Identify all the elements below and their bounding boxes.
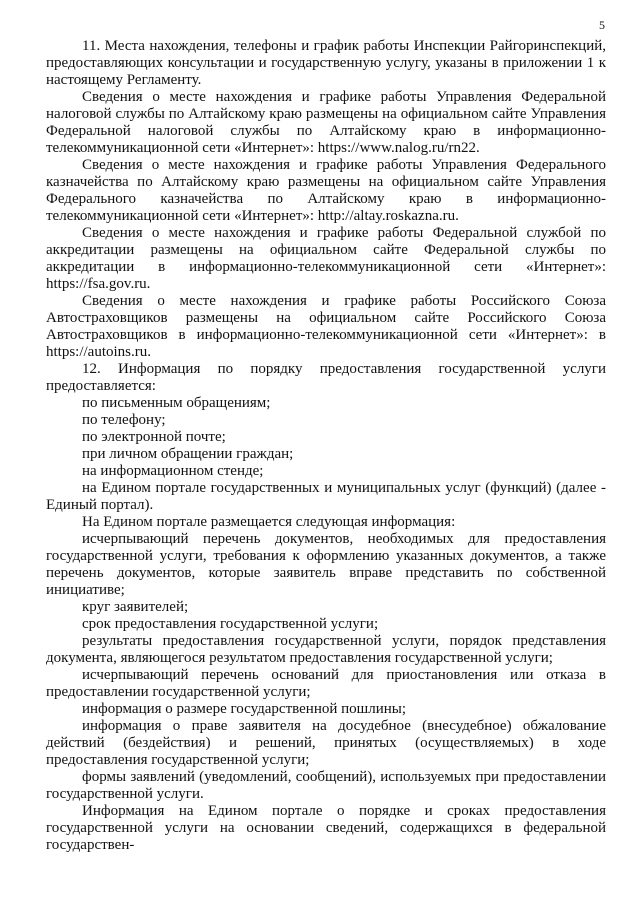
paragraph: исчерпывающий перечень оснований для приостановления или отказа в предоставлении государственной услуги; xyxy=(46,667,606,700)
paragraph: Информация на Едином портале о порядке и сроках предоставления государственной услуги на основании сведений, содержащихся в федеральной государствен- xyxy=(46,803,606,853)
paragraph: исчерпывающий перечень документов, необходимых для предоставления государственной услуги, требования к оформлению указанных документов, а также перечень документов, которые заявитель вправе представить по собственной инициативе; xyxy=(46,531,606,598)
paragraph: На Едином портале размещается следующая информация: xyxy=(82,514,456,530)
paragraph: 11. Места нахождения, телефоны и график работы Инспекции Райгоринспекций, предоставляющих консультации и государственную услугу, указаны в приложении 1 к настоящему Регламенту. xyxy=(46,38,606,88)
document-body xyxy=(46,38,606,854)
paragraph: Сведения о месте нахождения и графике работы Управления Федерального казначейства по Алтайскому краю размещены на официальном сайте Управления Федерального казначейства по Алтайскому краю в информационно-телекоммуникационной сети «Интернет»: http://altay.roskazna.ru. xyxy=(46,157,606,224)
list-item: по письменным обращениям; xyxy=(82,395,271,411)
list-item: круг заявителей; xyxy=(82,599,189,615)
paragraph: на Едином портале государственных и муниципальных услуг (функций) (далее - Единый портал). xyxy=(46,480,606,513)
list-item: информация о размере государственной пошлины; xyxy=(82,701,406,717)
paragraph: формы заявлений (уведомлений, сообщений), используемых при предоставлении государственной услуги. xyxy=(46,769,606,802)
paragraph: результаты предоставления государственной услуги, порядок представления документа, являющегося результатом предоставления государственной услуги; xyxy=(46,633,606,666)
list-item: по электронной почте; xyxy=(82,429,226,445)
paragraph: Сведения о месте нахождения и графике работы Федеральной службой по аккредитации размещены на официальном сайте Федеральной службы по аккредитации в информационно-телекоммуникационной сети «Интернет»: https://fsa.gov.ru. xyxy=(46,225,606,292)
paragraph: Сведения о месте нахождения и графике работы Российского Союза Автостраховщиков размещены на официальном сайте Российского Союза Автостраховщиков в информационно-телекоммуникационной сети «Интернет»: в https://autoins.ru. xyxy=(46,293,606,360)
list-item: на информационном стенде; xyxy=(82,463,264,479)
list-item: при личном обращении граждан; xyxy=(82,446,294,462)
list-item: срок предоставления государственной услуги; xyxy=(82,616,379,632)
paragraph: 12. Информация по порядку предоставления государственной услуги предоставляется: xyxy=(46,361,606,394)
paragraph: Сведения о месте нахождения и графике работы Управления Федеральной налоговой службы по Алтайскому краю размещены на официальном сайте Управления Федеральной налоговой службы по Алтайскому краю в информационно-телекоммуникационной сети «Интернет»: https://www.nalog.ru/rn22. xyxy=(46,89,606,156)
page-number: 5 xyxy=(599,18,605,32)
paragraph: информация о праве заявителя на досудебное (внесудебное) обжалование действий (бездействия) и решений, принятых (осуществляемых) в ходе предоставления государственной услуги; xyxy=(46,718,606,768)
list-item: по телефону; xyxy=(82,412,166,428)
